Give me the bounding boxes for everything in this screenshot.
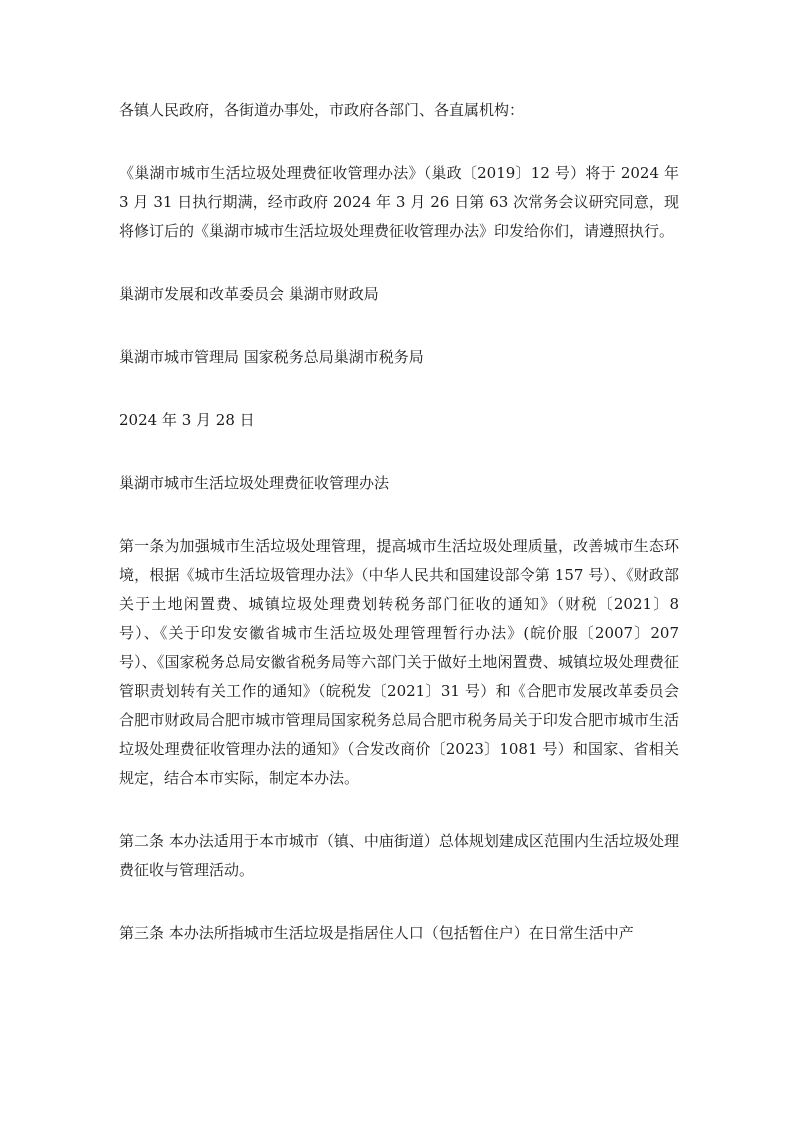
issuers-line-2: 巢湖市城市管理局 国家税务总局巢湖市税务局 [119,348,424,366]
article-2: 第二条 本办法适用于本市城市（镇、中庙街道）总体规划建成区范围内生活垃圾处理费征收与管理活动。 [119,832,679,879]
article-1: 第一条为加强城市生活垃圾处理管理，提高城市生活垃圾处理质量，改善城市生态环境，根据《城市生活垃圾管理办法》（中华人民共和国建设部令第 157 号）、《财政部关于土地闲置费、城镇垃圾处理费划转税务部门征收的通知》（财税〔2021〕8 号）、《关于印发安徽省城市生活垃圾处理管理暂行办法》(皖价服〔2007〕207 号）、《国家税务总局安徽省税务局等六部门关于做好土地闲置费、城镇垃圾处理费征管职责划转有关工作的通知》（皖税发〔2021〕31 号）和《合肥市发展改革委员会合肥市财政局合肥市城市管理局国家税务总局合肥市税务局关于印发合肥市城市生活垃圾处理费征收管理办法的通知》（合发改商价〔2023〕1081 号）和国家、省相关规定，结合本市实际，制定本办法。 [119,537,679,787]
document-title: 巢湖市城市生活垃圾处理费征收管理办法 [119,474,390,492]
issuers-line-1: 巢湖市发展和改革委员会 巢湖市财政局 [119,285,379,303]
intro-paragraph: 《巢湖市城市生活垃圾处理费征收管理办法》（巢政〔2019〕12 号）将于 2024 年 3 月 31 日执行期满，经市政府 2024 年 3 月 26 日第 63 次常务会议研究同意，现将修订后的《巢湖市城市生活垃圾处理费征收管理办法》印发给你们，请遵照执行。 [119,164,679,240]
salutation: 各镇人民政府，各街道办事处，市政府各部门、各直属机构： [119,101,525,119]
issue-date: 2024 年 3 月 28 日 [119,411,255,429]
article-3: 第三条 本办法所指城市生活垃圾是指居住人口（包括暂住户）在日常生活中产 [119,924,634,942]
document-body [119,96,679,948]
